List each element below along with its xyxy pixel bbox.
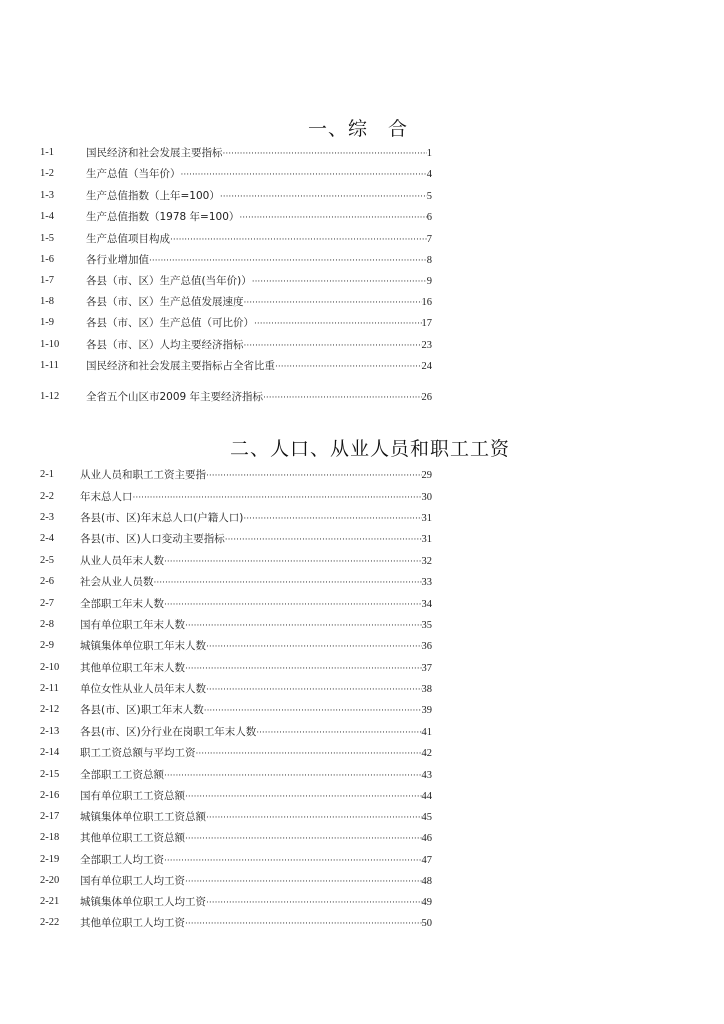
toc-entry-line <box>86 252 432 269</box>
toc-entry-number: 2-2 <box>40 491 54 502</box>
dot-leader <box>185 874 422 890</box>
toc-entry-line <box>80 574 432 591</box>
toc-entry-number: 2-19 <box>40 854 60 865</box>
toc-entry[interactable] <box>0 252 724 268</box>
dot-leader <box>133 490 422 506</box>
toc-entry-title: 城镇集体单位职工年末人数 <box>80 640 206 652</box>
toc-entry-page-number: 43 <box>421 770 432 781</box>
toc-entry-page-number: 50 <box>421 918 432 929</box>
toc-entry-page-number: 45 <box>421 812 432 823</box>
dot-leader <box>252 274 427 290</box>
toc-entry[interactable] <box>0 638 724 654</box>
toc-entry-number: 2-5 <box>40 555 54 566</box>
toc-entry[interactable] <box>0 209 724 225</box>
toc-entry[interactable] <box>0 188 724 204</box>
dot-leader <box>220 189 427 205</box>
toc-entry-line <box>80 745 432 762</box>
toc-entry-page-number: 5 <box>426 191 432 202</box>
toc-entry[interactable] <box>0 788 724 804</box>
toc-entry-number: 2-20 <box>40 875 60 886</box>
toc-entry[interactable] <box>0 596 724 612</box>
toc-entry-title: 全部职工工资总额 <box>80 769 164 781</box>
toc-entry-number: 1-7 <box>40 275 54 286</box>
toc-entry-page-number: 26 <box>421 392 432 403</box>
toc-entry-line <box>80 767 432 784</box>
toc-entry-title: 职工工资总额与平均工资 <box>80 747 196 759</box>
toc-entry-line <box>80 531 432 548</box>
toc-entry-page-number: 48 <box>421 876 432 887</box>
dot-leader <box>244 295 422 311</box>
toc-entry-line <box>80 660 432 677</box>
toc-entry-page-number: 44 <box>421 791 432 802</box>
toc-entry-title: 各县(市、区)职工年末人数 <box>80 704 204 716</box>
toc-entry-page-number: 31 <box>421 513 432 524</box>
toc-entry-title: 国有单位职工人均工资 <box>80 875 185 887</box>
dot-leader <box>164 768 422 784</box>
dot-leader <box>185 661 422 677</box>
toc-entry-title: 生产总值项目构成 <box>86 233 170 245</box>
toc-entry-page-number: 32 <box>421 556 432 567</box>
toc-entry-line <box>80 681 432 698</box>
toc-entry[interactable] <box>0 294 724 310</box>
dot-leader <box>244 338 422 354</box>
toc-entry-line <box>86 231 432 248</box>
toc-entry-title: 生产总值指数（上年=100） <box>86 190 220 202</box>
toc-entry[interactable] <box>0 467 724 483</box>
toc-entry-line <box>80 788 432 805</box>
toc-entry[interactable] <box>0 553 724 569</box>
toc-entry-page-number: 7 <box>426 234 432 245</box>
dot-leader <box>225 532 422 548</box>
toc-entry-title: 年末总人口 <box>80 491 133 503</box>
dot-leader <box>256 725 421 741</box>
toc-entry[interactable] <box>0 767 724 783</box>
toc-entry-page-number: 46 <box>421 833 432 844</box>
toc-entry-line <box>80 510 432 527</box>
toc-entry-number: 1-9 <box>40 317 54 328</box>
toc-entry-title: 各县(市、区)年末总人口(户籍人口) <box>80 512 244 524</box>
toc-entry-line <box>80 894 432 911</box>
toc-entry[interactable] <box>0 273 724 289</box>
toc-entry-number: 1-5 <box>40 233 54 244</box>
toc-entry-number: 1-2 <box>40 168 54 179</box>
dot-leader <box>223 146 427 162</box>
toc-entry-title: 国民经济和社会发展主要指标占全省比重 <box>86 360 275 372</box>
toc-entry-line <box>80 489 432 506</box>
toc-entry-title: 国有单位职工年末人数 <box>80 619 185 631</box>
dot-leader <box>275 359 422 375</box>
toc-entry[interactable] <box>0 145 724 161</box>
toc-entry-page-number: 36 <box>421 641 432 652</box>
toc-entry-title: 其他单位职工人均工资 <box>80 917 185 929</box>
toc-entry-number: 2-22 <box>40 917 60 928</box>
toc-entry-line <box>86 389 432 406</box>
toc-entry[interactable] <box>0 830 724 846</box>
toc-entry[interactable] <box>0 337 724 353</box>
toc-entry-line <box>86 188 432 205</box>
toc-entry-number: 2-4 <box>40 533 54 544</box>
toc-entry-number: 1-12 <box>40 391 60 402</box>
toc-entry-page-number: 42 <box>421 748 432 759</box>
toc-entry[interactable] <box>0 510 724 526</box>
toc-entry-number: 1-10 <box>40 339 60 350</box>
toc-entry-line <box>86 145 432 162</box>
toc-entry-number: 2-17 <box>40 811 60 822</box>
dot-leader <box>185 831 422 847</box>
dot-leader <box>206 682 422 698</box>
toc-entry-line <box>86 358 432 375</box>
toc-entry[interactable] <box>0 574 724 590</box>
toc-entry-title: 各县(市、区)分行业在岗职工年末人数 <box>80 726 257 738</box>
toc-entry-line <box>86 273 432 290</box>
toc-entry-line <box>80 809 432 826</box>
toc-entry[interactable] <box>0 745 724 761</box>
toc-entry-title: 社会从业人员数 <box>80 576 154 588</box>
dot-leader <box>185 618 422 634</box>
toc-entry-title: 各县(市、区)人口变动主要指标 <box>80 533 225 545</box>
dot-leader <box>239 210 426 226</box>
toc-entry-number: 2-10 <box>40 662 60 673</box>
toc-entry-title: 国有单位职工工资总额 <box>80 790 185 802</box>
dot-leader <box>164 554 422 570</box>
toc-entry-page-number: 29 <box>421 470 432 481</box>
toc-entry[interactable] <box>0 315 724 331</box>
toc-entry-number: 1-1 <box>40 147 54 158</box>
toc-entry-title: 其他单位职工年末人数 <box>80 662 185 674</box>
dot-leader <box>185 916 422 932</box>
toc-entry-title: 生产总值指数（1978 年=100） <box>86 211 240 223</box>
dot-leader <box>243 511 421 527</box>
dot-leader <box>204 703 422 719</box>
toc-entry-title: 各县（市、区）生产总值（可比价） <box>86 317 254 329</box>
toc-entry[interactable] <box>0 809 724 825</box>
toc-entry-line <box>80 873 432 890</box>
toc-entry-page-number: 24 <box>421 361 432 372</box>
toc-entry[interactable] <box>0 531 724 547</box>
toc-entry-number: 1-6 <box>40 254 54 265</box>
dot-leader <box>185 789 422 805</box>
dot-leader <box>254 316 422 332</box>
toc-entry-page-number: 34 <box>421 599 432 610</box>
toc-entry-line <box>80 617 432 634</box>
toc-entry-page-number: 17 <box>421 318 432 329</box>
toc-entry[interactable] <box>0 166 724 182</box>
toc-entry-line <box>80 596 432 613</box>
toc-entry-number: 2-8 <box>40 619 54 630</box>
dot-leader <box>206 810 422 826</box>
toc-entry-title: 全省五个山区市2009 年主要经济指标 <box>86 391 264 403</box>
toc-entry-number: 1-4 <box>40 211 54 222</box>
toc-entry-title: 城镇集体单位职工工资总额 <box>80 811 206 823</box>
toc-entry-number: 2-21 <box>40 896 60 907</box>
toc-entry-number: 1-11 <box>40 360 59 371</box>
toc-entry[interactable] <box>0 389 724 405</box>
toc-entry-title: 全部职工人均工资 <box>80 854 164 866</box>
toc-entry-line <box>86 337 432 354</box>
toc-entry-page-number: 37 <box>421 663 432 674</box>
toc-entry-number: 1-8 <box>40 296 54 307</box>
toc-entry-page-number: 31 <box>421 534 432 545</box>
dot-leader <box>196 746 422 762</box>
toc-entry-line <box>86 315 432 332</box>
toc-entry-page-number: 30 <box>421 492 432 503</box>
toc-entry-page-number: 1 <box>426 148 432 159</box>
toc-entry-title: 各县（市、区）生产总值(当年价)） <box>86 275 252 287</box>
toc-entry-page-number: 33 <box>421 577 432 588</box>
dot-leader <box>206 639 422 655</box>
toc-entry-page-number: 39 <box>421 705 432 716</box>
toc-entry-page-number: 35 <box>421 620 432 631</box>
toc-entry-page-number: 38 <box>421 684 432 695</box>
toc-entry[interactable] <box>0 724 724 740</box>
toc-entry-page-number: 8 <box>426 255 432 266</box>
toc-entry-title: 各县（市、区）人均主要经济指标 <box>86 339 244 351</box>
toc-entry-line <box>86 209 432 226</box>
toc-entry-line <box>80 638 432 655</box>
toc-entry-number: 2-14 <box>40 747 60 758</box>
dot-leader <box>263 390 421 406</box>
toc-entry-page-number: 49 <box>421 897 432 908</box>
toc-entry-number: 2-1 <box>40 469 54 480</box>
toc-entry[interactable] <box>0 873 724 889</box>
toc-entry-line <box>80 852 432 869</box>
toc-entry[interactable] <box>0 489 724 505</box>
toc-entry-page-number: 9 <box>426 276 432 287</box>
dot-leader <box>154 575 422 591</box>
toc-entry-number: 2-16 <box>40 790 60 801</box>
toc-entry-title: 从业人员和职工工资主要指 <box>80 469 206 481</box>
toc-entry-page-number: 4 <box>426 169 432 180</box>
toc-entry-number: 2-6 <box>40 576 54 587</box>
toc-entry-number: 2-9 <box>40 640 54 651</box>
toc-entry-line <box>80 467 432 484</box>
toc-entry[interactable] <box>0 231 724 247</box>
dot-leader <box>164 597 422 613</box>
toc-entry-number: 2-18 <box>40 832 60 843</box>
toc-entry-page-number: 47 <box>421 855 432 866</box>
toc-entry-title: 其他单位职工工资总额 <box>80 832 185 844</box>
toc-entry-number: 2-15 <box>40 769 60 780</box>
toc-entry-number: 1-3 <box>40 190 54 201</box>
toc-entry[interactable] <box>0 617 724 633</box>
toc-entry-title: 全部职工年末人数 <box>80 598 164 610</box>
dot-leader <box>206 468 422 484</box>
toc-entry-number: 2-7 <box>40 598 54 609</box>
toc-entry-title: 单位女性从业人员年末人数 <box>80 683 206 695</box>
dot-leader <box>149 253 427 269</box>
toc-entry-line <box>86 166 432 183</box>
toc-entry-number: 2-13 <box>40 726 60 737</box>
toc-entry[interactable] <box>0 894 724 910</box>
toc-entry-line <box>80 553 432 570</box>
dot-leader <box>164 853 422 869</box>
toc-entry-title: 从业人员年末人数 <box>80 555 164 567</box>
toc-entry-number: 2-3 <box>40 512 54 523</box>
toc-entry-line <box>80 830 432 847</box>
toc-entry-title: 各县（市、区）生产总值发展速度 <box>86 296 244 308</box>
toc-entry-line <box>80 724 432 741</box>
toc-entry-line <box>80 915 432 932</box>
toc-entry-line <box>86 294 432 311</box>
toc-entry[interactable] <box>0 660 724 676</box>
toc-entry-title: 各行业增加值 <box>86 254 149 266</box>
toc-entry-page-number: 16 <box>421 297 432 308</box>
toc-entry[interactable] <box>0 681 724 697</box>
dot-leader <box>181 167 427 183</box>
toc-entry[interactable] <box>0 915 724 931</box>
toc-entry-number: 2-11 <box>40 683 59 694</box>
toc-entry-page-number: 41 <box>421 727 432 738</box>
section-title-population-employment-wages: 二、人口、从业人员和职工工资 <box>229 438 510 460</box>
toc-entry[interactable] <box>0 852 724 868</box>
toc-entry-page-number: 6 <box>426 212 432 223</box>
toc-entry[interactable] <box>0 702 724 718</box>
toc-entry-title: 城镇集体单位职工人均工资 <box>80 896 206 908</box>
toc-entry-title: 国民经济和社会发展主要指标 <box>86 147 223 159</box>
dot-leader <box>170 232 427 248</box>
toc-entry-number: 2-12 <box>40 704 60 715</box>
toc-entry[interactable] <box>0 358 724 374</box>
toc-entry-page-number: 23 <box>421 340 432 351</box>
toc-entry-title: 生产总值（当年价） <box>86 168 181 180</box>
toc-entry-line <box>80 702 432 719</box>
section-title-general: 一、综 合 <box>307 118 408 140</box>
dot-leader <box>206 895 422 911</box>
